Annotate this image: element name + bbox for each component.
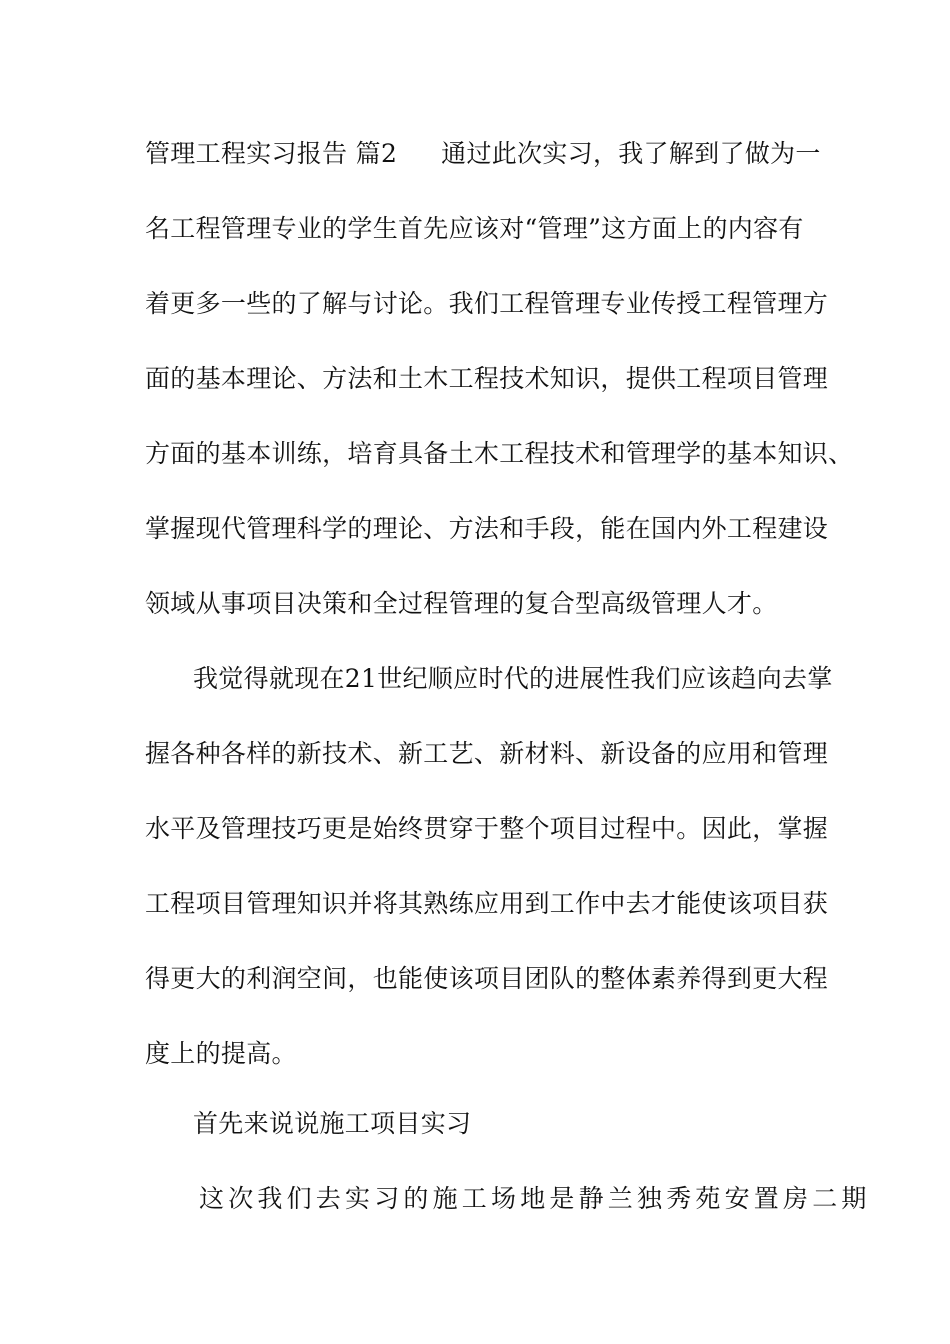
paragraph1-line-4: 面的基本理论、方法和土木工程技术知识，提供工程项目管理 — [145, 364, 829, 393]
paragraph1-line-7: 领域从事项目决策和全过程管理的复合型高级管理人才。 — [145, 589, 778, 618]
paragraph3-line-1: 这次我们去实习的施工场地是静兰独秀苑安置房二期 — [199, 1184, 871, 1213]
paragraph2-line-6: 度上的提高。 — [145, 1039, 297, 1068]
paragraph2-line-2: 握各种各样的新技术、新工艺、新材料、新设备的应用和管理 — [145, 739, 829, 768]
paragraph2-line-3: 水平及管理技巧更是始终贯穿于整个项目过程中。因此，掌握 — [145, 814, 829, 843]
paragraph2-line-4: 工程项目管理知识并将其熟练应用到工作中去才能使该项目获 — [145, 889, 829, 918]
paragraph2-line-1: 我觉得就现在21世纪顺应时代的进展性我们应该趋向去掌 — [193, 664, 833, 693]
paragraph2-line-5: 得更大的利润空间，也能使该项目团队的整体素养得到更大程 — [145, 964, 829, 993]
report-heading: 管理工程实习报告 篇2 — [145, 139, 398, 168]
paragraph1-line-1: 通过此次实习，我了解到了做为一 — [441, 139, 821, 168]
section-title: 首先来说说施工项目实习 — [193, 1109, 472, 1138]
first-line — [145, 137, 821, 171]
paragraph1-line-3: 着更多一些的了解与讨论。我们工程管理专业传授工程管理方 — [145, 289, 829, 318]
paragraph1-line-2: 名工程管理专业的学生首先应该对“管理”这方面上的内容有 — [145, 214, 804, 243]
paragraph1-line-5: 方面的基本训练，培育具备土木工程技术和管理学的基本知识、 — [145, 439, 854, 468]
paragraph1-line-6: 掌握现代管理科学的理论、方法和手段，能在国内外工程建设 — [145, 514, 829, 543]
